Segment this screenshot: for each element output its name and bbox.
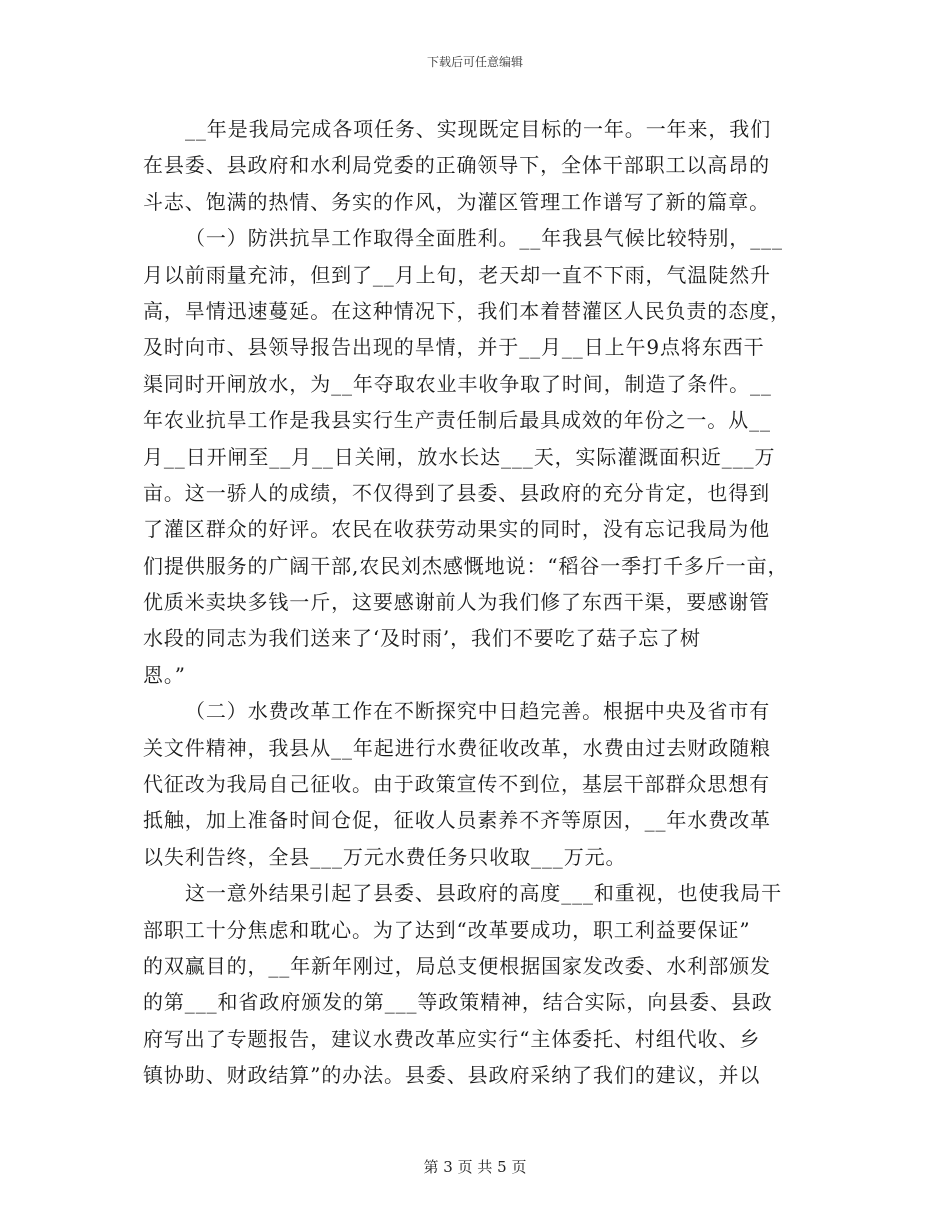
header-note: 下载后可任意编辑	[426, 55, 523, 69]
text-line: 月以前雨量充沛，但到了__月上旬，老天却一直不下雨，气温陡然升	[143, 262, 771, 287]
text-line: 以失利告终，全县___万元水费任务只收取___万元。	[143, 844, 627, 869]
text-line: 在县委、县政府和水利局党委的正确领导下，全体干部职工以高昂的	[143, 153, 770, 178]
text-line: 们提供服务的广阔干部,农民刘杰感慨地说：“稻谷一季打千多斤一亩，	[143, 553, 789, 578]
text-line: 抵触，加上准备时间仓促，征收人员素养不齐等原因，__年水费改革	[143, 808, 771, 833]
text-line: 的第___和省政府颁发的第___等政策精神，结合实际，向县委、县政	[143, 990, 773, 1015]
text-line: 了灌区群众的好评。农民在收获劳动果实的同时，没有忘记我局为他	[143, 517, 770, 542]
text-line: 年农业抗旱工作是我县实行生产责任制后最具成效的年份之一。从__	[143, 408, 771, 433]
text-line: 及时向市、县领导报告出现的旱情，并于__月__日上午9点将东西干	[143, 335, 765, 360]
text-line: 关文件精神，我县从__年起进行水费征收改革，水费由过去财政随粮	[143, 735, 771, 760]
text-line: 斗志、饱满的热情、务实的作风，为灌区管理工作谱写了新的篇章。	[143, 189, 770, 214]
text-line: 代征改为我局自己征收。由于政策宣传不到位，基层干部群众思想有	[143, 772, 770, 797]
text-line: 部职工十分焦虑和耽心。为了达到“改革要成功，职工利益要保证”	[143, 917, 751, 942]
text-line: __年是我局完成各项任务、实现既定目标的一年。一年来，我们	[185, 117, 772, 141]
text-line: （一）防洪抗旱工作取得全面胜利。__年我县气候比较特别，___	[185, 226, 783, 251]
text-line: 高，旱情迅速蔓延。在这种情况下，我们本着替灌区人民负责的态度，	[143, 298, 791, 323]
text-line: 亩。这一骄人的成绩，不仅得到了县委、县政府的充分肯定，也得到	[143, 480, 770, 505]
text-line: 水段的同志为我们送来了‘及时雨’，我们不要吃了菇子忘了树	[143, 626, 701, 651]
text-line: 渠同时开闸放水，为__年夺取农业丰收争取了时间，制造了条件。__	[143, 371, 772, 396]
document-body	[143, 111, 811, 1094]
text-line: （二）水费改革工作在不断探究中日趋完善。根据中央及省市有	[185, 699, 771, 724]
text-line: 恩。”	[143, 662, 186, 687]
text-line: 的双赢目的，__年新年刚过，局总支便根据国家发改委、水利部颁发	[143, 953, 771, 978]
text-line: 月__日开闸至__月__日关闸，放水长达___天，实际灌溉面积近___万	[143, 444, 776, 469]
page-number: 第 3 页 共 5 页	[423, 1158, 527, 1176]
text-line: 这一意外结果引起了县委、县政府的高度___和重视，也使我局干	[185, 881, 782, 906]
text-line: 优质米卖块多钱一斤，这要感谢前人为我们修了东西干渠，要感谢管	[143, 590, 770, 615]
text-line: 镇协助、财政结算”的办法。县委、县政府采纳了我们的建议，并以	[143, 1063, 761, 1088]
text-line: 府写出了专题报告，建议水费改革应实行“主体委托、村组代收、乡	[143, 1026, 761, 1051]
